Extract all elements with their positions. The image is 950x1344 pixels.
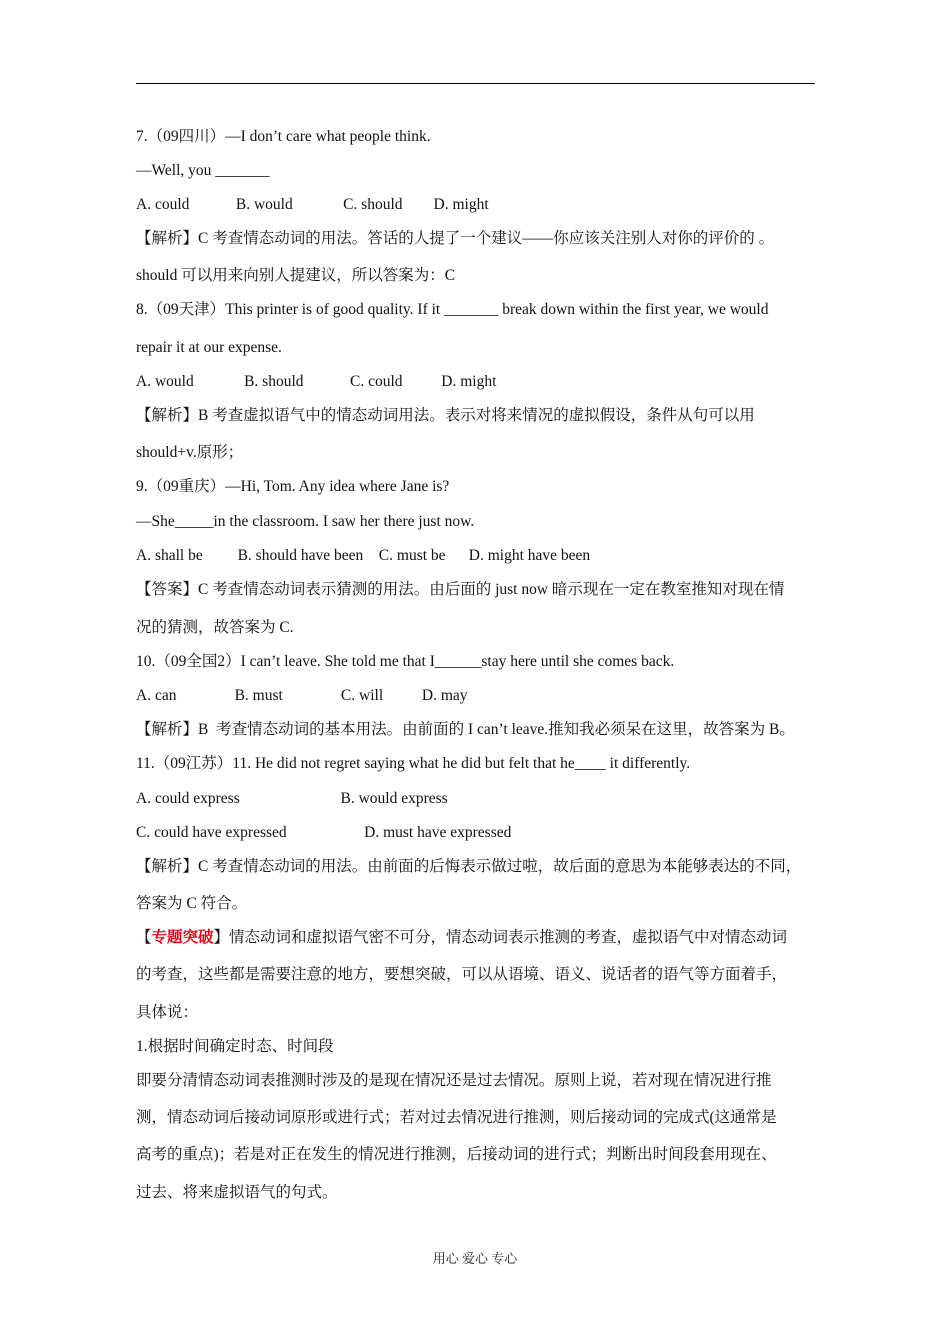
q7-analysis-2: should 可以用来向别人提建议，所以答案为：C	[136, 267, 456, 284]
q7-response: —Well, you _______	[136, 162, 270, 179]
q11-analysis-1: 【解析】C 考查情态动词的用法。由前面的后悔表示做过啦，故后面的意思为本能够表达的不同，	[136, 858, 802, 875]
point-1-body-3: 高考的重点)；若是对正在发生的情况进行推测，后接动词的进行式；判断出时间段套用现在、	[136, 1146, 777, 1163]
q10-analysis: 【解析】B 考查情态动词的基本用法。由前面的 I can’t leave.推知我必须呆在这里，故答案为 B。	[136, 721, 795, 738]
q7-analysis-1: 【解析】C 考查情态动词的用法。答话的人提了一个建议——你应该关注别人对你的评价的 。	[136, 230, 775, 247]
breakthrough-text: 情态动词和虚拟语气密不可分，情态动词表示推测的考查，虚拟语气中对情态动词	[229, 929, 788, 946]
q11-options-2: C. could have expressed D. must have expressed	[136, 824, 512, 841]
q10-stem: 10.（09全国2）I can’t leave. She told me that I______stay here until she comes back.	[136, 653, 675, 670]
q8-options: A. would B. should C. could D. might	[136, 373, 497, 390]
breakthrough-open-bracket: 【	[136, 929, 152, 946]
q11-stem: 11.（09江苏）11. He did not regret saying what he did but felt that he____ it differently.	[136, 755, 691, 772]
point-1-heading: 1.根据时间确定时态、时间段	[136, 1038, 334, 1055]
q8-stem-1: 8.（09天津）This printer is of good quality. If it _______ break down within the first year, we would	[136, 301, 769, 318]
breakthrough-line-3: 具体说：	[136, 1004, 199, 1021]
breakthrough-label: 专题突破	[151, 929, 214, 946]
q7-stem: 7.（09四川）—I don’t care what people think.	[136, 128, 431, 145]
q10-options: A. can B. must C. will D. may	[136, 687, 468, 704]
breakthrough-close-bracket: 】	[213, 929, 230, 946]
q8-analysis-1: 【解析】B 考查虚拟语气中的情态动词用法。表示对将来情况的虚拟假设，条件从句可以用	[136, 407, 755, 424]
q9-answer-2: 况的猜测，故答案为 C.	[136, 619, 294, 636]
q9-answer-1: 【答案】C 考查情态动词表示猜测的用法。由后面的 just now 暗示现在一定在教室推知对现在情	[136, 581, 785, 598]
breakthrough-line-1	[136, 928, 787, 948]
q8-analysis-2: should+v.原形；	[136, 444, 244, 461]
q9-response: —She_____in the classroom. I saw her there just now.	[136, 513, 475, 530]
point-1-body-4: 过去、将来虚拟语气的句式。	[136, 1184, 338, 1201]
q9-stem: 9.（09重庆）—Hi, Tom. Any idea where Jane is?	[136, 478, 450, 495]
q8-stem-2: repair it at our expense.	[136, 339, 282, 356]
point-1-body-2: 测，情态动词后接动词原形或进行式；若对过去情况进行推测，则后接动词的完成式(这通常是	[136, 1109, 777, 1126]
page-footer: 用心 爱心 专心	[432, 1251, 518, 1266]
q9-options: A. shall be B. should have been C. must be D. might have been	[136, 547, 591, 564]
header-rule	[136, 83, 815, 84]
point-1-body-1: 即要分清情态动词表推测时涉及的是现在情况还是过去情况。原则上说，若对现在情况进行推	[136, 1072, 772, 1089]
q11-analysis-2: 答案为 C 符合。	[136, 895, 248, 912]
q11-options-1: A. could express B. would express	[136, 790, 448, 807]
breakthrough-line-2: 的考查，这些都是需要注意的地方，要想突破，可以从语境、语义、说话者的语气等方面着手，	[136, 966, 788, 983]
q7-options: A. could B. would C. should D. might	[136, 196, 489, 213]
